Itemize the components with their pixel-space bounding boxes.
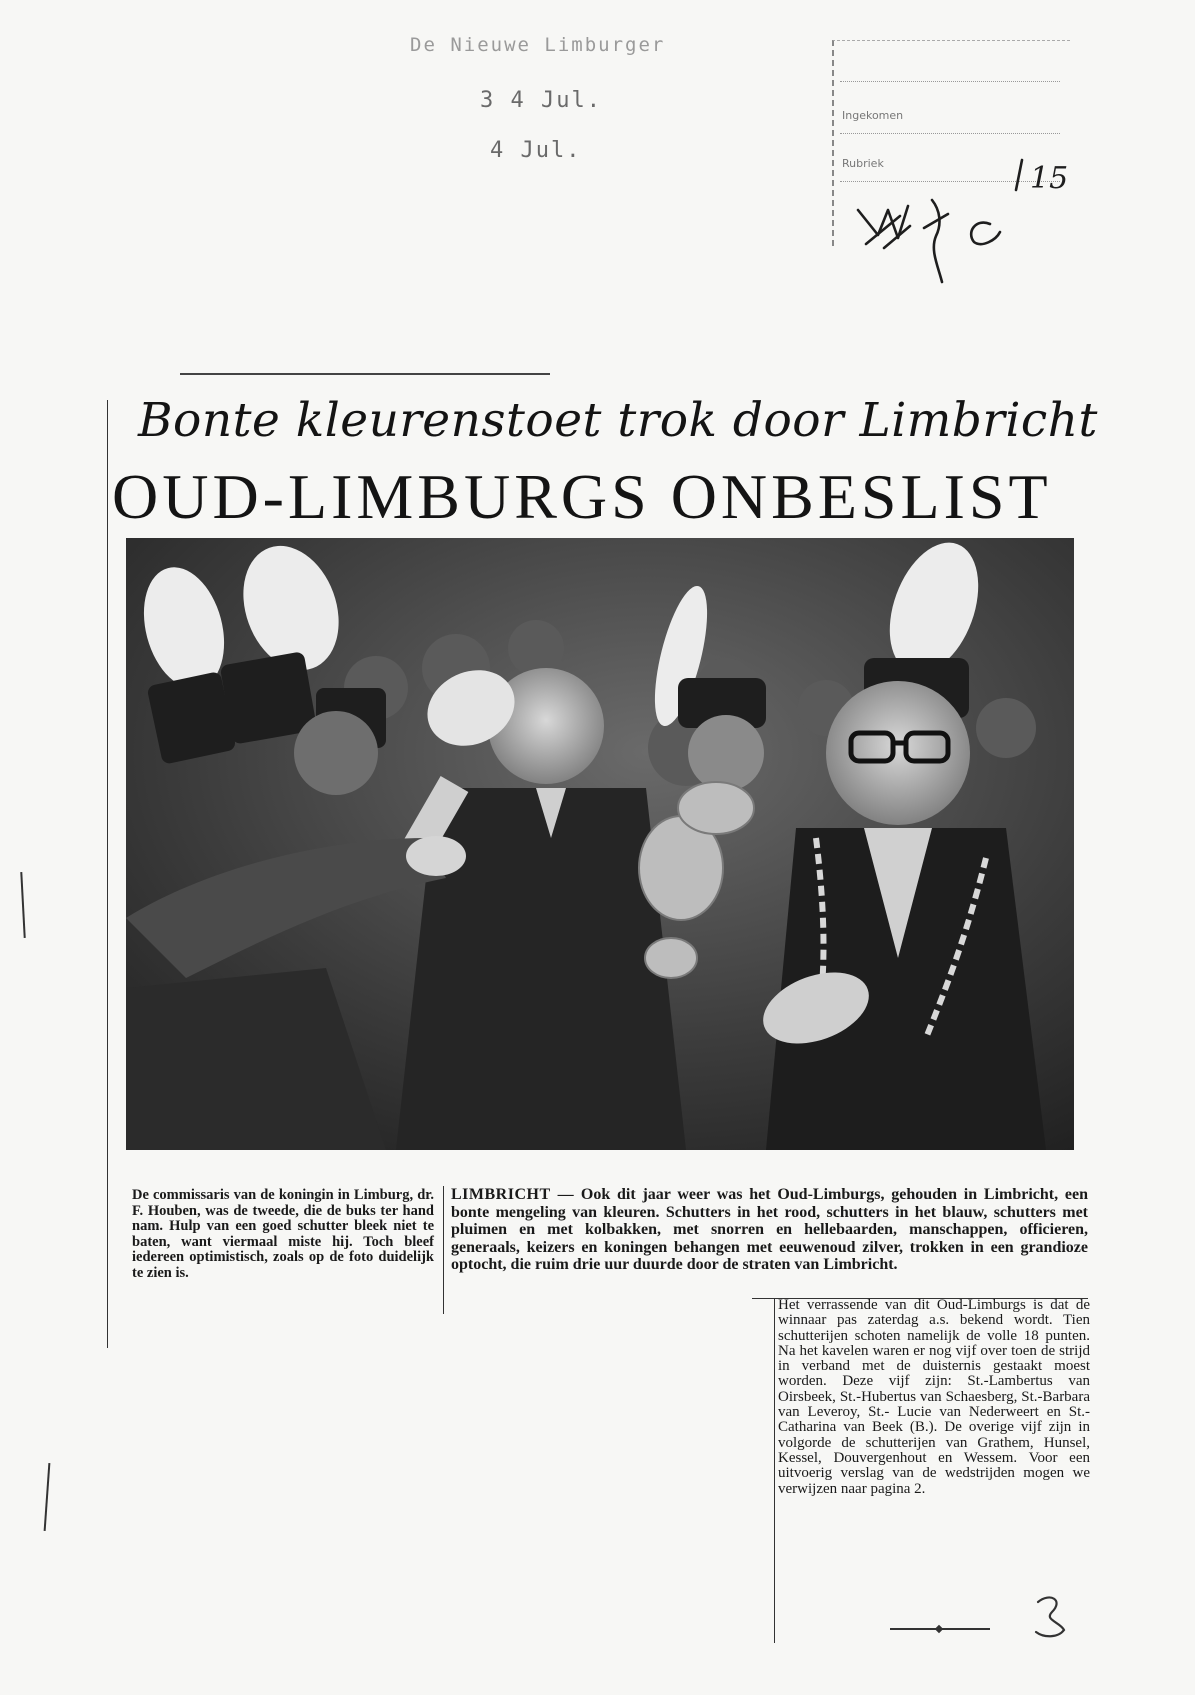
headline: Bonte kleurenstoet trok door Limbricht <box>138 393 1098 448</box>
archive-row-rubriek: Rubriek <box>842 157 884 170</box>
article-body: Het verrassende van dit Oud-Limburgs is dat de winnaar pas zaterdag a.s. bekend wordt. Tien schutterijen schoten namelijk de volle 18 punten. Na het kavelen waren er nog vijf over toen de strijd in verband met de duisternis gestaakt moest worden. Deze vijf zijn: St.-Lambertus van Oirsbeek, St.-Hubertus van Schaesberg, St.-Barbara van Leveroy, St.- Lucie van Nederweert en St.-Catharina van Beek (B.). De overige vijf zijn in volgorde de schutterijen van Grathem, Hunsel, Kessel, Douvergenhout en Wessem. Voor een uitvoerig verslag van de wedstrijden mogen we verwijzen naar pagina 2. <box>778 1297 1090 1497</box>
news-photo <box>126 538 1074 1150</box>
archive-rule <box>840 81 1060 82</box>
handwritten-code-number: 15 <box>1030 161 1069 196</box>
corner-scribble <box>1030 1592 1070 1640</box>
margin-mark <box>20 872 25 938</box>
subheadline: OUD-LIMBURGS ONBESLIST <box>112 461 1052 532</box>
lead-text: Ook dit jaar weer was het Oud-Limburgs, gehouden in Limbricht, een bonte mengeling van kleuren. Schutters in het rood, schutters in het blauw, schutters met pluimen en met kolbakken, met snorren en hellebaarden, manschappen, officieren, generaals, keizers en koningen behangen met eeuwenoud zilver, trokken in een grandioze optocht, die ruim drie uur duurde door de straten van Limbricht. <box>451 1186 1089 1274</box>
source-stamp: De Nieuwe Limburger <box>410 34 666 56</box>
article-lead <box>451 1186 1088 1274</box>
column-rule <box>774 1298 775 1643</box>
archive-row-ingekomen: Ingekomen <box>842 109 904 122</box>
clipping-border <box>107 400 108 1348</box>
photo-caption: De commissaris van de koningin in Limburg, dr. F. Houben, was de tweede, die de buks ter hand nam. Hulp van een goed schutter bleek niet te baten, want viermaal miste hij. Toch bleef iedereen optimistisch, zoals op de foto duidelijk te zien is. <box>132 1187 434 1281</box>
column-rule <box>443 1186 444 1314</box>
margin-mark <box>44 1463 51 1531</box>
date-stamp-2: 4 Jul. <box>490 138 582 163</box>
date-stamp-1: 3 4 Jul. <box>480 88 602 113</box>
dateline: LIMBRICHT — <box>451 1186 575 1203</box>
handwritten-archive-code <box>850 140 1070 285</box>
archive-rule <box>840 133 1060 134</box>
top-rule <box>180 373 550 375</box>
end-rule <box>890 1628 990 1630</box>
